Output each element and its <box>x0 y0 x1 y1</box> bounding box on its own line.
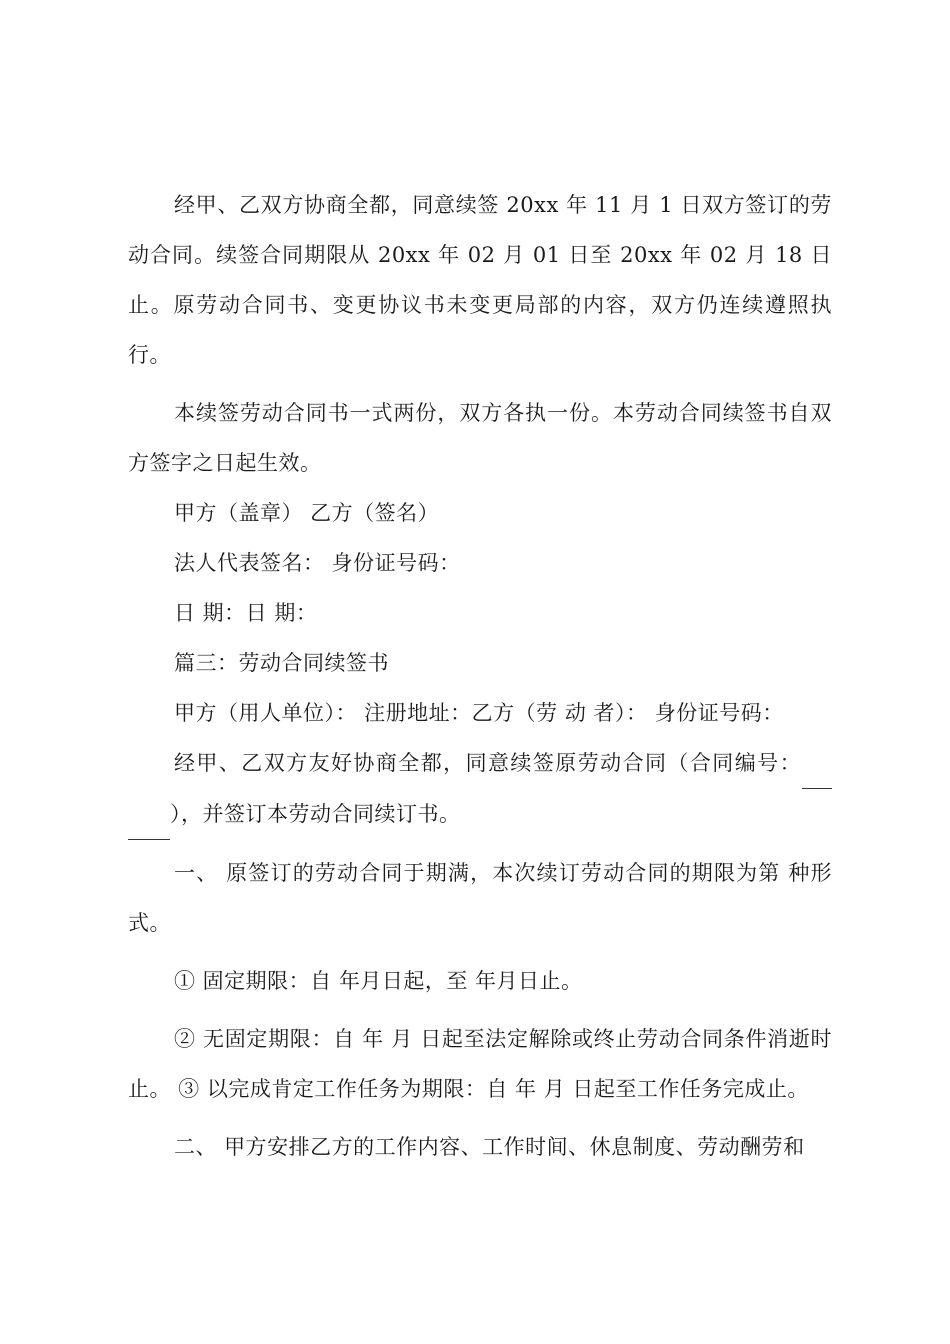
contract-number-blank-line <box>802 738 832 789</box>
paragraph-party-seal: 甲方（盖章） 乙方（签名） <box>174 501 440 525</box>
clause-one: 一、 原签订的劳动合同于期满，本次续订劳动合同的期限为第 种形式。 <box>128 861 832 935</box>
document-body <box>128 180 832 1172</box>
clause-open-term: ② 无固定期限：自 年 月 日起至法定解除或终止劳动合同条件消逝时止。 ③ 以完成肯定工作任务为期限：自 年 月 日起至工作任务完成止。 <box>128 1027 832 1101</box>
paragraph-renewal-terms: 经甲、乙双方协商全都，同意续签 20xx 年 11 月 1 日双方签订的劳动合同。续签合同期限从 20xx 年 02 月 01 日至 20xx 年 02 月 18 日止。原劳动合同书、变更协议书未变更局部的内容，双方仍连续遵照执行。 <box>128 193 832 367</box>
contract-number-blank-line-2 <box>128 789 170 840</box>
contract-number-text-after: ），并签订本劳动合同续订书。 <box>170 802 461 826</box>
section-heading-part-three: 篇三：劳动合同续签书 <box>174 651 389 675</box>
contract-number-text-before: 经甲、乙双方友好协商全都，同意续签原劳动合同（合同编号： <box>174 751 802 775</box>
paragraph-legal-rep-signature: 法人代表签名： 身份证号码： <box>174 551 461 575</box>
clause-fixed-term: ① 固定期限：自 年月日起，至 年月日止。 <box>174 969 583 993</box>
paragraph-party-info: 甲方（用人单位）： 注册地址：乙方（劳 动 者）： 身份证号码： <box>174 701 784 725</box>
clause-two: 二、 甲方安排乙方的工作内容、工作时间、休息制度、劳动酬劳和 <box>174 1135 805 1159</box>
paragraph-dates: 日 期：日 期： <box>174 601 318 625</box>
paragraph-copies-effective: 本续签劳动合同书一式两份，双方各执一份。本劳动合同续签书自双方签字之日起生效。 <box>128 401 832 475</box>
paragraph-contract-number <box>128 738 832 840</box>
